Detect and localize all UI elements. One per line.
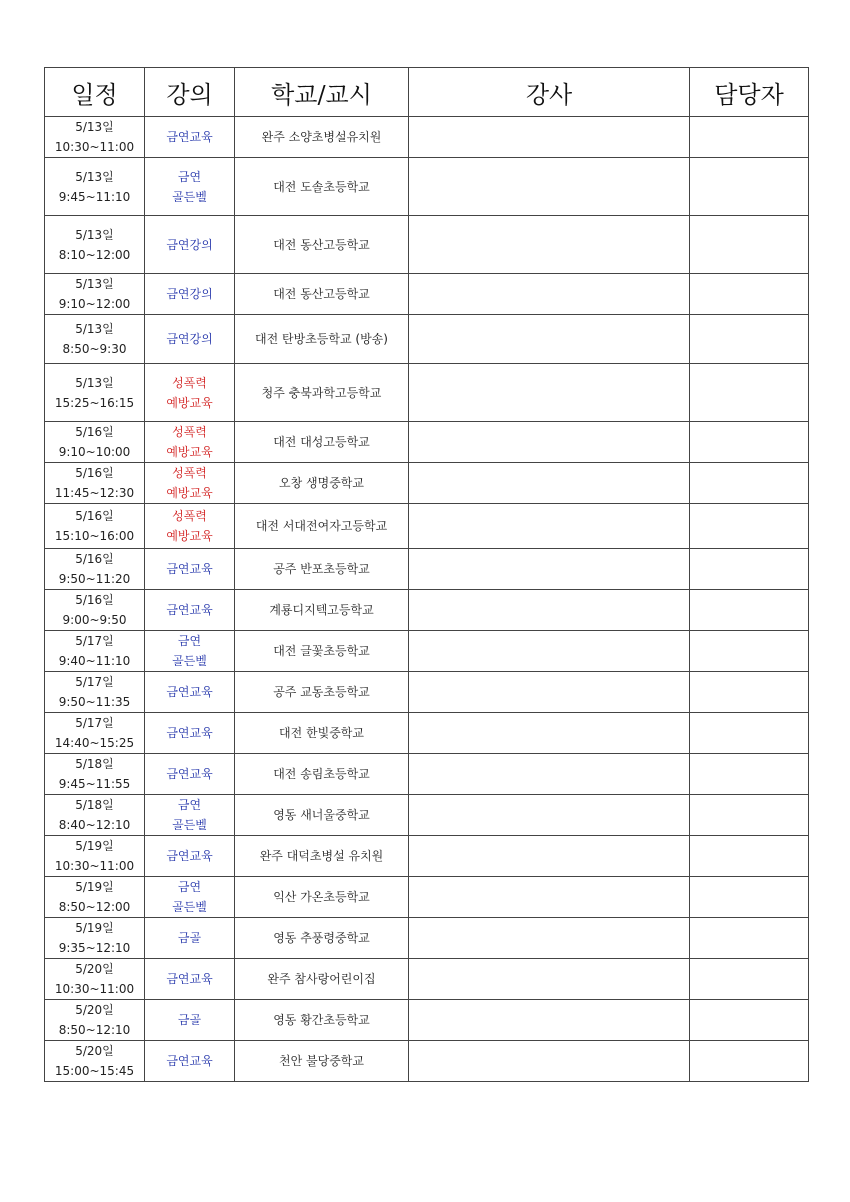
table-row bbox=[45, 959, 809, 1000]
lecture-text: 예방교육 bbox=[166, 445, 213, 459]
header-school: 학교/교시 bbox=[235, 68, 409, 117]
manager-cell bbox=[690, 795, 809, 836]
date-cell bbox=[45, 631, 145, 672]
school-cell: 청주 충북과학고등학교 bbox=[235, 364, 409, 422]
time-text: 9:10~12:00 bbox=[58, 297, 131, 311]
lecture-text: 금연 bbox=[177, 798, 202, 812]
manager-cell bbox=[690, 216, 809, 274]
header-manager: 담당자 bbox=[690, 68, 809, 117]
lecture-cell bbox=[145, 590, 235, 631]
date-text: 5/20일 bbox=[75, 1003, 114, 1017]
instructor-cell bbox=[409, 274, 690, 315]
school-cell: 공주 교동초등학교 bbox=[235, 672, 409, 713]
lecture-cell bbox=[145, 504, 235, 549]
lecture-text: 금연교육 bbox=[166, 849, 213, 863]
date-cell bbox=[45, 1000, 145, 1041]
instructor-cell bbox=[409, 504, 690, 549]
instructor-cell bbox=[409, 315, 690, 364]
school-cell: 대전 글꽃초등학교 bbox=[235, 631, 409, 672]
table-row bbox=[45, 795, 809, 836]
lecture-text: 금연 bbox=[177, 880, 202, 894]
lecture-text: 금골 bbox=[177, 931, 202, 945]
date-text: 5/16일 bbox=[75, 466, 114, 480]
instructor-cell bbox=[409, 795, 690, 836]
date-cell bbox=[45, 158, 145, 216]
instructor-cell bbox=[409, 1041, 690, 1082]
date-text: 5/18일 bbox=[75, 757, 114, 771]
lecture-cell bbox=[145, 422, 235, 463]
date-cell bbox=[45, 590, 145, 631]
instructor-cell bbox=[409, 631, 690, 672]
time-text: 9:45~11:55 bbox=[58, 777, 131, 791]
time-text: 14:40~15:25 bbox=[54, 736, 135, 750]
instructor-cell bbox=[409, 713, 690, 754]
schedule-table bbox=[44, 67, 809, 1082]
table-row bbox=[45, 463, 809, 504]
instructor-cell bbox=[409, 549, 690, 590]
lecture-text: 금연강의 bbox=[166, 237, 213, 252]
lecture-cell bbox=[145, 1000, 235, 1041]
time-text: 9:50~11:35 bbox=[58, 695, 131, 709]
table-row bbox=[45, 364, 809, 422]
lecture-text: 금연교육 bbox=[166, 130, 213, 144]
date-text: 5/16일 bbox=[75, 425, 114, 439]
school-cell: 오창 생명중학교 bbox=[235, 463, 409, 504]
school-cell: 영동 새너울중학교 bbox=[235, 795, 409, 836]
schedule-rows bbox=[45, 117, 809, 1082]
manager-cell bbox=[690, 959, 809, 1000]
date-text: 5/17일 bbox=[75, 716, 114, 730]
date-cell bbox=[45, 315, 145, 364]
date-cell bbox=[45, 836, 145, 877]
school-cell: 영동 황간초등학교 bbox=[235, 1000, 409, 1041]
date-cell bbox=[45, 795, 145, 836]
time-text: 10:30~11:00 bbox=[54, 859, 135, 873]
table-row bbox=[45, 117, 809, 158]
date-cell bbox=[45, 216, 145, 274]
date-text: 5/20일 bbox=[75, 1044, 114, 1058]
date-cell bbox=[45, 364, 145, 422]
lecture-cell bbox=[145, 713, 235, 754]
table-row bbox=[45, 836, 809, 877]
time-text: 9:35~12:10 bbox=[58, 941, 131, 955]
lecture-text: 골든벨 bbox=[172, 818, 207, 832]
lecture-text: 성폭력 bbox=[172, 425, 207, 439]
date-text: 5/13일 bbox=[75, 120, 114, 134]
school-cell: 완주 대덕초병설 유치원 bbox=[235, 836, 409, 877]
lecture-cell bbox=[145, 274, 235, 315]
school-cell: 대전 탄방초등학교 (방송) bbox=[235, 315, 409, 364]
time-text: 9:00~9:50 bbox=[62, 613, 127, 627]
table-row bbox=[45, 216, 809, 274]
instructor-cell bbox=[409, 672, 690, 713]
date-text: 5/13일 bbox=[75, 375, 114, 390]
time-text: 8:50~9:30 bbox=[62, 342, 127, 356]
manager-cell bbox=[690, 549, 809, 590]
time-text: 9:10~10:00 bbox=[58, 445, 131, 459]
time-text: 8:50~12:10 bbox=[58, 1023, 131, 1037]
date-text: 5/16일 bbox=[75, 552, 114, 566]
school-cell: 천안 불당중학교 bbox=[235, 1041, 409, 1082]
instructor-cell bbox=[409, 1000, 690, 1041]
lecture-text: 금연교육 bbox=[166, 685, 213, 699]
lecture-cell bbox=[145, 1041, 235, 1082]
lecture-text: 골든벨 bbox=[172, 900, 207, 914]
date-cell bbox=[45, 959, 145, 1000]
header-instructor: 강사 bbox=[409, 68, 690, 117]
manager-cell bbox=[690, 754, 809, 795]
manager-cell bbox=[690, 590, 809, 631]
manager-cell bbox=[690, 422, 809, 463]
school-cell: 대전 동산고등학교 bbox=[235, 274, 409, 315]
header-lecture: 강의 bbox=[145, 68, 235, 117]
instructor-cell bbox=[409, 877, 690, 918]
lecture-text: 성폭력 bbox=[172, 509, 207, 523]
lecture-text: 금연강의 bbox=[166, 332, 213, 346]
school-cell: 대전 서대전여자고등학교 bbox=[235, 504, 409, 549]
lecture-text: 골든벨 bbox=[172, 654, 207, 668]
header-date: 일정 bbox=[45, 68, 145, 117]
table-row bbox=[45, 274, 809, 315]
time-text: 9:45~11:10 bbox=[58, 189, 131, 204]
time-text: 9:40~11:10 bbox=[58, 654, 131, 668]
manager-cell bbox=[690, 918, 809, 959]
manager-cell bbox=[690, 463, 809, 504]
date-cell bbox=[45, 754, 145, 795]
date-cell bbox=[45, 1041, 145, 1082]
lecture-text: 금연교육 bbox=[166, 562, 213, 576]
date-text: 5/17일 bbox=[75, 675, 114, 689]
date-text: 5/16일 bbox=[75, 509, 114, 523]
date-cell bbox=[45, 713, 145, 754]
instructor-cell bbox=[409, 463, 690, 504]
lecture-cell bbox=[145, 117, 235, 158]
table-row bbox=[45, 158, 809, 216]
manager-cell bbox=[690, 158, 809, 216]
instructor-cell bbox=[409, 754, 690, 795]
date-cell bbox=[45, 549, 145, 590]
lecture-cell bbox=[145, 959, 235, 1000]
school-cell: 대전 대성고등학교 bbox=[235, 422, 409, 463]
manager-cell bbox=[690, 713, 809, 754]
manager-cell bbox=[690, 836, 809, 877]
instructor-cell bbox=[409, 158, 690, 216]
date-cell bbox=[45, 117, 145, 158]
lecture-text: 금연교육 bbox=[166, 972, 213, 986]
date-text: 5/17일 bbox=[75, 634, 114, 648]
date-cell bbox=[45, 422, 145, 463]
manager-cell bbox=[690, 504, 809, 549]
lecture-cell bbox=[145, 795, 235, 836]
table-row bbox=[45, 672, 809, 713]
school-cell: 영동 추풍령중학교 bbox=[235, 918, 409, 959]
manager-cell bbox=[690, 877, 809, 918]
lecture-text: 금골 bbox=[177, 1013, 202, 1027]
table-row bbox=[45, 877, 809, 918]
lecture-text: 예방교육 bbox=[166, 486, 213, 500]
school-cell: 대전 한빛중학교 bbox=[235, 713, 409, 754]
school-cell: 완주 참사랑어린이집 bbox=[235, 959, 409, 1000]
date-text: 5/13일 bbox=[75, 169, 114, 184]
date-text: 5/13일 bbox=[75, 277, 114, 291]
lecture-text: 골든벨 bbox=[172, 189, 207, 204]
time-text: 15:25~16:15 bbox=[54, 395, 135, 410]
date-text: 5/16일 bbox=[75, 593, 114, 607]
instructor-cell bbox=[409, 959, 690, 1000]
manager-cell bbox=[690, 631, 809, 672]
time-text: 8:40~12:10 bbox=[58, 818, 131, 832]
school-cell: 완주 소양초병설유치원 bbox=[235, 117, 409, 158]
time-text: 8:50~12:00 bbox=[58, 900, 131, 914]
table-row bbox=[45, 713, 809, 754]
date-text: 5/20일 bbox=[75, 962, 114, 976]
school-cell: 대전 송림초등학교 bbox=[235, 754, 409, 795]
school-cell: 대전 도솔초등학교 bbox=[235, 158, 409, 216]
school-cell: 공주 반포초등학교 bbox=[235, 549, 409, 590]
instructor-cell bbox=[409, 364, 690, 422]
table-row bbox=[45, 631, 809, 672]
manager-cell bbox=[690, 117, 809, 158]
lecture-text: 금연 bbox=[177, 634, 202, 648]
manager-cell bbox=[690, 1000, 809, 1041]
header-row bbox=[45, 68, 809, 117]
lecture-cell bbox=[145, 315, 235, 364]
manager-cell bbox=[690, 274, 809, 315]
date-cell bbox=[45, 672, 145, 713]
instructor-cell bbox=[409, 216, 690, 274]
date-text: 5/13일 bbox=[75, 322, 114, 336]
date-cell bbox=[45, 918, 145, 959]
lecture-text: 성폭력 bbox=[172, 375, 207, 390]
lecture-text: 금연교육 bbox=[166, 1054, 213, 1068]
school-cell: 계룡디지텍고등학교 bbox=[235, 590, 409, 631]
lecture-text: 금연교육 bbox=[166, 767, 213, 781]
lecture-text: 성폭력 bbox=[172, 466, 207, 480]
school-cell: 익산 가온초등학교 bbox=[235, 877, 409, 918]
school-cell: 대전 동산고등학교 bbox=[235, 216, 409, 274]
lecture-cell bbox=[145, 918, 235, 959]
instructor-cell bbox=[409, 422, 690, 463]
date-text: 5/19일 bbox=[75, 839, 114, 853]
manager-cell bbox=[690, 672, 809, 713]
lecture-text: 예방교육 bbox=[166, 529, 213, 543]
time-text: 8:10~12:00 bbox=[58, 247, 131, 262]
table-row bbox=[45, 422, 809, 463]
manager-cell bbox=[690, 1041, 809, 1082]
lecture-cell bbox=[145, 463, 235, 504]
manager-cell bbox=[690, 315, 809, 364]
date-cell bbox=[45, 877, 145, 918]
lecture-cell bbox=[145, 216, 235, 274]
table-row bbox=[45, 504, 809, 549]
lecture-cell bbox=[145, 672, 235, 713]
instructor-cell bbox=[409, 590, 690, 631]
lecture-text: 예방교육 bbox=[166, 395, 213, 410]
lecture-cell bbox=[145, 364, 235, 422]
date-text: 5/13일 bbox=[75, 227, 114, 242]
lecture-cell bbox=[145, 549, 235, 590]
table-row bbox=[45, 315, 809, 364]
date-cell bbox=[45, 274, 145, 315]
date-cell bbox=[45, 504, 145, 549]
time-text: 10:30~11:00 bbox=[54, 982, 135, 996]
lecture-cell bbox=[145, 631, 235, 672]
date-text: 5/19일 bbox=[75, 921, 114, 935]
lecture-text: 금연교육 bbox=[166, 603, 213, 617]
instructor-cell bbox=[409, 918, 690, 959]
table-row bbox=[45, 549, 809, 590]
instructor-cell bbox=[409, 117, 690, 158]
lecture-cell bbox=[145, 754, 235, 795]
lecture-cell bbox=[145, 158, 235, 216]
instructor-cell bbox=[409, 836, 690, 877]
manager-cell bbox=[690, 364, 809, 422]
lecture-text: 금연강의 bbox=[166, 287, 213, 301]
date-text: 5/18일 bbox=[75, 798, 114, 812]
date-cell bbox=[45, 463, 145, 504]
table-row bbox=[45, 1041, 809, 1082]
time-text: 11:45~12:30 bbox=[54, 486, 135, 500]
table-row bbox=[45, 1000, 809, 1041]
table-row bbox=[45, 918, 809, 959]
table-row bbox=[45, 754, 809, 795]
time-text: 15:10~16:00 bbox=[54, 529, 135, 543]
lecture-cell bbox=[145, 836, 235, 877]
date-text: 5/19일 bbox=[75, 880, 114, 894]
lecture-text: 금연교육 bbox=[166, 726, 213, 740]
lecture-text: 금연 bbox=[177, 169, 202, 184]
time-text: 9:50~11:20 bbox=[58, 572, 131, 586]
lecture-cell bbox=[145, 877, 235, 918]
table-row bbox=[45, 590, 809, 631]
time-text: 15:00~15:45 bbox=[54, 1064, 135, 1078]
time-text: 10:30~11:00 bbox=[54, 140, 135, 154]
